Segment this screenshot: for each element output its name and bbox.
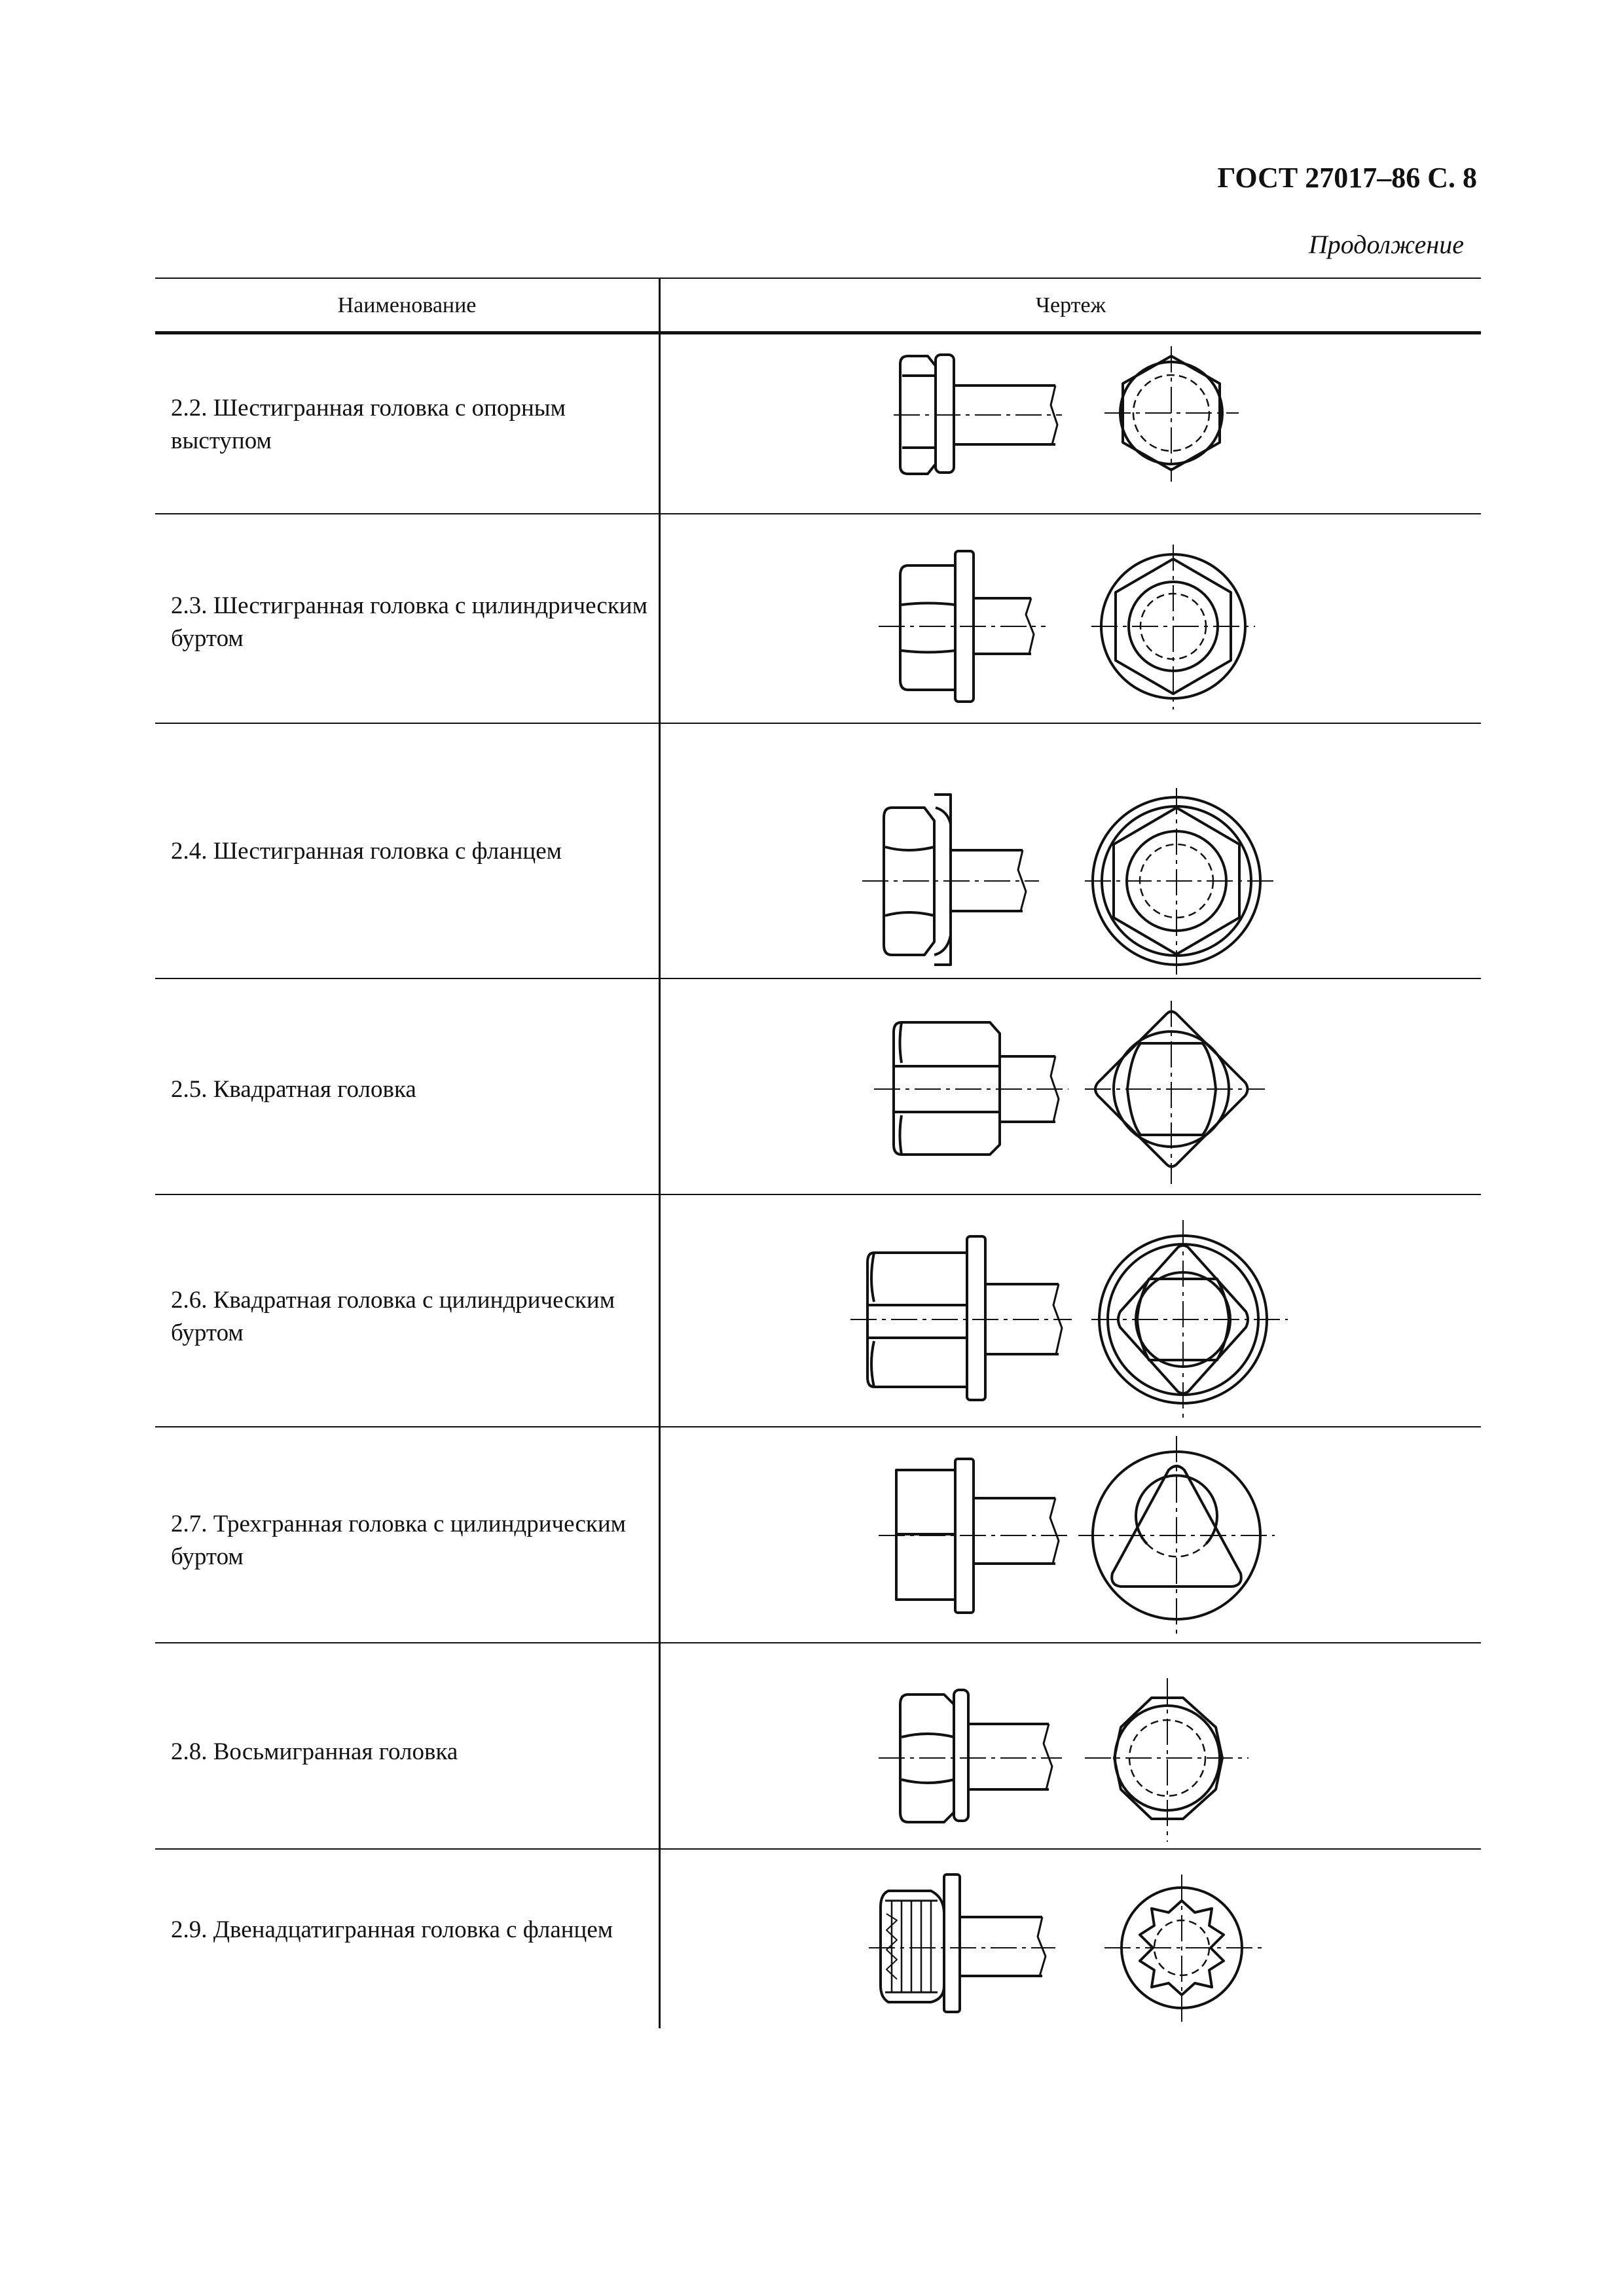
continuation-label: Продолжение [1308,230,1464,259]
column-header-drawing: Чертеж [1035,293,1106,317]
side-view [894,355,1062,474]
table-row-label-2-7: 2.7. Трехгранная головка с цилиндрическим буртом [171,1511,627,1570]
drawing-square-head-with-cylindrical-collar [850,1220,1288,1420]
side-view [879,1459,1068,1613]
top-view [1085,1678,1249,1842]
top-view [1078,1436,1275,1636]
technical-drawings [155,278,1481,2028]
drawing-hex-head-with-flange [862,788,1275,975]
side-view [850,1236,1072,1400]
side-view [879,551,1046,702]
column-header-name: Наименование [337,293,477,317]
bolt-head-types-table [155,278,1481,2028]
table-row-label-2-6: 2.6. Квадратная головка с цилиндрическим буртом [171,1287,615,1346]
top-view [1085,788,1275,975]
drawing-octagonal-head [879,1678,1249,1842]
table-row-label-2-9: 2.9. Двенадцатигранная головка с фланцем [171,1916,613,1943]
top-view [1104,346,1239,482]
side-view [874,1022,1068,1155]
table-row-label-2-3: 2.3. Шестигранная головка с цилиндрическим буртом [171,592,648,652]
table-row-label-2-4: 2.4. Шестигранная головка с фланцем [171,838,562,865]
page-header-title: ГОСТ 27017–86 С. 8 [1217,162,1477,194]
top-view [1091,1220,1288,1420]
side-view [862,795,1039,965]
side-view [879,1690,1062,1822]
drawing-twelve-point-head-with-flange [869,1874,1262,2022]
table-row-label-2-5: 2.5. Квадратная головка [171,1076,416,1103]
table-row-label-2-2: 2.2. Шестигранная головка с опорным выступом [171,395,566,454]
table-row-label-2-8: 2.8. Восьмигранная головка [171,1738,458,1765]
side-view [869,1874,1055,2012]
top-view [1104,1874,1262,2022]
top-view [1091,545,1255,709]
top-view [1085,1001,1265,1184]
drawing-triangular-head-with-cylindrical-collar [879,1436,1275,1636]
drawing-square-head [874,1001,1265,1184]
drawing-hex-head-with-cylindrical-collar [879,545,1255,709]
drawing-hex-head-with-bearing-boss [894,346,1239,482]
